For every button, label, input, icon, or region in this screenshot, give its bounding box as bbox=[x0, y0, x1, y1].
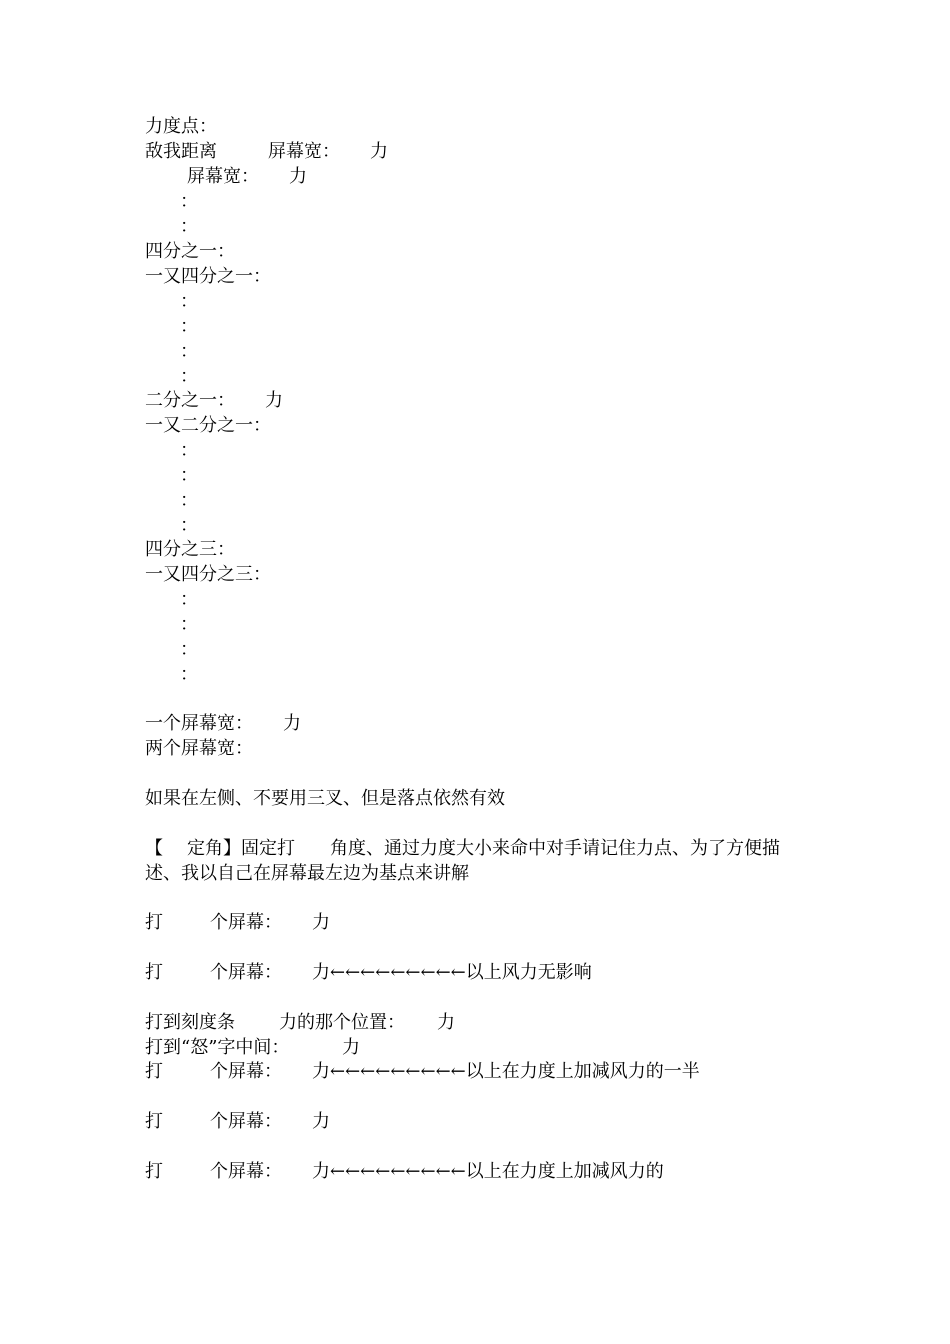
text-line: 力度点： bbox=[145, 116, 217, 137]
text-line: ： bbox=[180, 589, 198, 610]
text-line: 两个屏幕宽： bbox=[145, 738, 253, 759]
text-line: 一又四分之一： bbox=[145, 266, 271, 287]
text-line: 个屏幕： bbox=[210, 962, 282, 983]
text-line: ： bbox=[180, 440, 198, 461]
text-line: 如果在左侧、不要用三叉、但是落点依然有效 bbox=[145, 788, 505, 809]
text-line: 屏幕宽： bbox=[187, 166, 259, 187]
text-line: 定角】固定打 bbox=[187, 838, 295, 859]
text-line: ： bbox=[180, 291, 198, 312]
text-line: 力 bbox=[289, 166, 307, 187]
text-line: 力 bbox=[437, 1012, 455, 1033]
text-line: 个屏幕： bbox=[210, 1161, 282, 1182]
text-line: ： bbox=[180, 341, 198, 362]
text-line: 屏幕宽： bbox=[268, 141, 340, 162]
text-line: 打到刻度条 bbox=[145, 1012, 235, 1033]
text-line: 个屏幕： bbox=[210, 1111, 282, 1132]
text-line: ： bbox=[180, 515, 198, 536]
text-line: 一又二分之一： bbox=[145, 415, 271, 436]
text-line: ： bbox=[180, 614, 198, 635]
text-line: ： bbox=[180, 216, 198, 237]
text-line: ： bbox=[180, 465, 198, 486]
text-line: 力←←←←←←←←←以上风力无影响 bbox=[312, 962, 592, 983]
text-line: 敌我距离 bbox=[145, 141, 217, 162]
text-line: 力 bbox=[370, 141, 388, 162]
text-line: 一又四分之三： bbox=[145, 564, 271, 585]
text-line: 个屏幕： bbox=[210, 1061, 282, 1082]
text-line: 述、我以自己在屏幕最左边为基点来讲解 bbox=[145, 863, 469, 884]
text-line: 四分之三： bbox=[145, 539, 235, 560]
text-line: 角度、通过力度大小来命中对手请记住力点、为了方便描 bbox=[330, 838, 780, 859]
text-line: ： bbox=[180, 639, 198, 660]
text-line: 打 bbox=[145, 1111, 163, 1132]
text-line: 力←←←←←←←←←以上在力度上加减风力的 bbox=[312, 1161, 664, 1182]
text-line: 力 bbox=[312, 912, 330, 933]
text-line: 四分之一： bbox=[145, 241, 235, 262]
text-line: 打 bbox=[145, 962, 163, 983]
text-line: 打到“怒”字中间： bbox=[145, 1037, 290, 1058]
text-line: 力 bbox=[342, 1037, 360, 1058]
text-line: 力的那个位置： bbox=[279, 1012, 405, 1033]
text-line: 一个屏幕宽： bbox=[145, 713, 253, 734]
text-line: 力 bbox=[312, 1111, 330, 1132]
text-line: 力←←←←←←←←←以上在力度上加减风力的一半 bbox=[312, 1061, 700, 1082]
text-line: ： bbox=[180, 664, 198, 685]
text-line: 个屏幕： bbox=[210, 912, 282, 933]
text-line: 打 bbox=[145, 912, 163, 933]
text-line: 力 bbox=[265, 390, 283, 411]
text-line: 【 bbox=[145, 838, 163, 859]
text-line: ： bbox=[180, 366, 198, 387]
text-line: ： bbox=[180, 490, 198, 511]
text-line: ： bbox=[180, 316, 198, 337]
text-line: ： bbox=[180, 191, 198, 212]
text-line: 打 bbox=[145, 1061, 163, 1082]
text-line: 打 bbox=[145, 1161, 163, 1182]
text-line: 力 bbox=[283, 713, 301, 734]
text-line: 二分之一： bbox=[145, 390, 235, 411]
